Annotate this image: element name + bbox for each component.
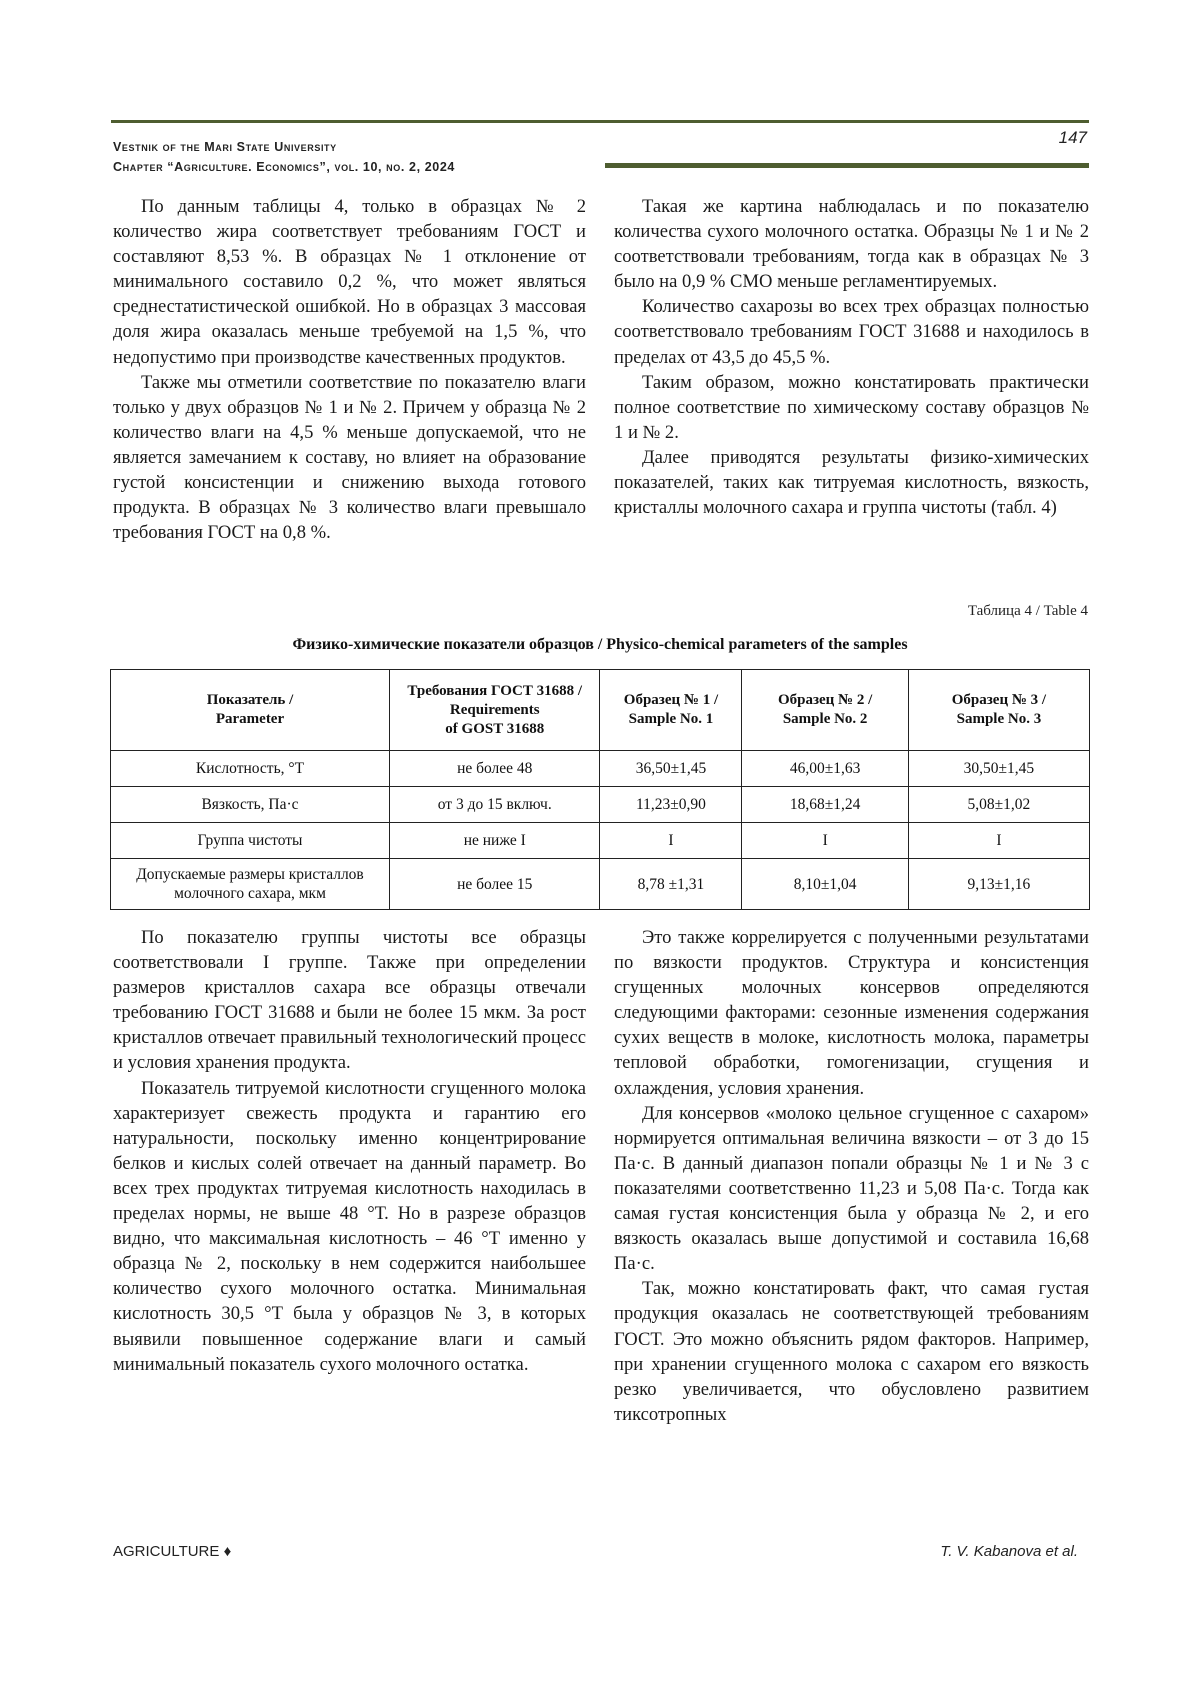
body-column-right-top: [614, 194, 1089, 520]
page-number: 147: [1058, 128, 1087, 147]
paragraph: Таким образом, можно констатировать практически полное соответствие по химическому составу образцов № 1 и № 2.: [614, 371, 1089, 443]
table-header-row: [111, 670, 1090, 751]
paragraph: Так, можно констатировать факт, что самая густая продукция оказалась не соответствующей требованиям ГОСТ. Это можно объяснить рядом факторов. Например, при хранении сгущенного молока с сахаром его вязкость резко увеличивается, что обусловлено развитием тиксотропных: [614, 1278, 1089, 1425]
paragraph: Показатель титруемой кислотности сгущенного молока характеризует свежесть продукта и гарантию его натуральности, поскольку именно концентрирование белков и кислых солей отвечает на данный параметр. Во всех трех продуктах титруемая кислотность находилась в пределах нормы, не выше 48 °Т. Но в разрезе образцов видно, что максимальная кислотность – 46 °Т именно у образца № 2, поскольку в нем содержится наибольшее количество сухого молочного остатка. Минимальная кислотность 30,5 °Т была у образцов № 3, в которых выявили повышенное содержание влаги и самый минимальный показатель сухого молочного остатка.: [113, 1077, 586, 1375]
header-parameter: Показатель / Parameter: [111, 670, 390, 751]
header-sample-2: Образец № 2 / Sample No. 2: [742, 670, 908, 751]
cell-parameter: Группа чистоты: [111, 823, 390, 859]
cell-sample-2: I: [742, 823, 908, 859]
paragraph: По показателю группы чистоты все образцы соответствовали I группе. Также при определении размеров кристаллов сахара все образцы отвечали требованию ГОСТ 31688 и были не более 15 мкм. За рост кристаллов отвечает правильный технологический процесс и условия хранения продукта.: [113, 927, 586, 1074]
table-row: [111, 751, 1090, 787]
paragraph: Количество сахарозы во всех трех образцах полностью соответствовало требованиям ГОСТ 31688 и находилось в пределах от 43,5 до 45,5 %.: [614, 296, 1089, 368]
table-row: [111, 859, 1090, 910]
paragraph: Далее приводятся результаты физико-химических показателей, таких как титруемая кислотность, вязкость, кристаллы молочного сахара и группа чистоты (табл. 4): [614, 446, 1089, 519]
cell-parameter: Допускаемые размеры кристаллов молочного сахара, мкм: [111, 859, 390, 910]
header-rule-top: [111, 120, 1089, 123]
paragraph: Также мы отметили соответствие по показателю влаги только у двух образцов № 1 и № 2. Причем у образца № 2 количество влаги на 4,5 % меньше допускаемой, что не является замечанием к составу, но влияет на образование густой консистенции и снижению выхода готового продукта. В образцах № 3 количество влаги превышало требования ГОСТ на 0,8 %.: [113, 371, 586, 544]
cell-sample-1: 11,23±0,90: [600, 787, 742, 823]
cell-requirement: не ниже I: [390, 823, 600, 859]
cell-sample-1: I: [600, 823, 742, 859]
paragraph: Такая же картина наблюдалась и по показателю количества сухого молочного остатка. Образцы № 1 и № 2 соответствовали требованиям, тогда как в образцах № 3 было на 0,9 % СМО меньше регламентируемых.: [614, 196, 1089, 293]
footer-authors: T. V. Kabanova et al.: [940, 1543, 1078, 1560]
cell-requirement: не более 15: [390, 859, 600, 910]
cell-sample-1: 36,50±1,45: [600, 751, 742, 787]
body-column-left-bottom: [113, 925, 586, 1377]
cell-sample-3: I: [908, 823, 1089, 859]
cell-sample-2: 46,00±1,63: [742, 751, 908, 787]
cell-sample-3: 5,08±1,02: [908, 787, 1089, 823]
header-sample-1: Образец № 1 / Sample No. 1: [600, 670, 742, 751]
table-number: Таблица 4 / Table 4: [967, 603, 1088, 619]
cell-requirement: от 3 до 15 включ.: [390, 787, 600, 823]
table-row: [111, 823, 1090, 859]
header-rule-bottom: [605, 163, 1089, 168]
cell-sample-2: 18,68±1,24: [742, 787, 908, 823]
journal-title: Vestnik of the Mari State University: [113, 140, 337, 154]
table-row: [111, 787, 1090, 823]
journal-chapter: Chapter “Agriculture. Economics”, vol. 10, no. 2, 2024: [113, 160, 455, 174]
header-sample-3: Образец № 3 / Sample No. 3: [908, 670, 1089, 751]
cell-parameter: Кислотность, °Т: [111, 751, 390, 787]
cell-requirement: не более 48: [390, 751, 600, 787]
cell-sample-3: 9,13±1,16: [908, 859, 1089, 910]
paragraph: Для консервов «молоко цельное сгущенное с сахаром» нормируется оптимальная величина вязкости – от 3 до 15 Па·с. В данный диапазон попали образцы № 1 и № 3 с показателями соответственно 11,23 и 5,08 Па·с. Тогда как самая густая консистенция была у образца № 2, и его вязкость оказалась выше допустимой и составила 16,68 Па·с.: [614, 1102, 1089, 1275]
paragraph: По данным таблицы 4, только в образцах № 2 количество жира соответствует требованиям ГОСТ и составляют 8,53 %. В образцах № 1 отклонение от минимального составило 0,2 %, что может являться среднестатистической ошибкой. Но в образцах 3 массовая доля жира оказалась меньше требуемой на 1,5 %, что недопустимо при производстве качественных продуктов.: [113, 196, 586, 368]
header-requirements: Требования ГОСТ 31688 / Requirements of GOST 31688: [390, 670, 600, 751]
footer-section: AGRICULTURE ♦: [113, 1543, 232, 1560]
body-column-right-bottom: [614, 925, 1089, 1427]
cell-sample-3: 30,50±1,45: [908, 751, 1089, 787]
paragraph: Это также коррелируется с полученными результатами по вязкости продуктов. Структура и консистенция сгущенных молочных консервов определяются следующими факторами: сезонные изменения содержания сухих веществ в молоке, кислотность молока, параметры тепловой обработки, гомогенизации, сгущения и охлаждения, условия хранения.: [614, 927, 1089, 1099]
table-title: Физико-химические показатели образцов / Physico-chemical parameters of the samples: [292, 636, 908, 653]
parameters-table: [110, 669, 1090, 910]
cell-sample-1: 8,78 ±1,31: [600, 859, 742, 910]
cell-sample-2: 8,10±1,04: [742, 859, 908, 910]
cell-parameter: Вязкость, Па·с: [111, 787, 390, 823]
running-header: [113, 137, 455, 177]
body-column-left-top: [113, 194, 586, 545]
